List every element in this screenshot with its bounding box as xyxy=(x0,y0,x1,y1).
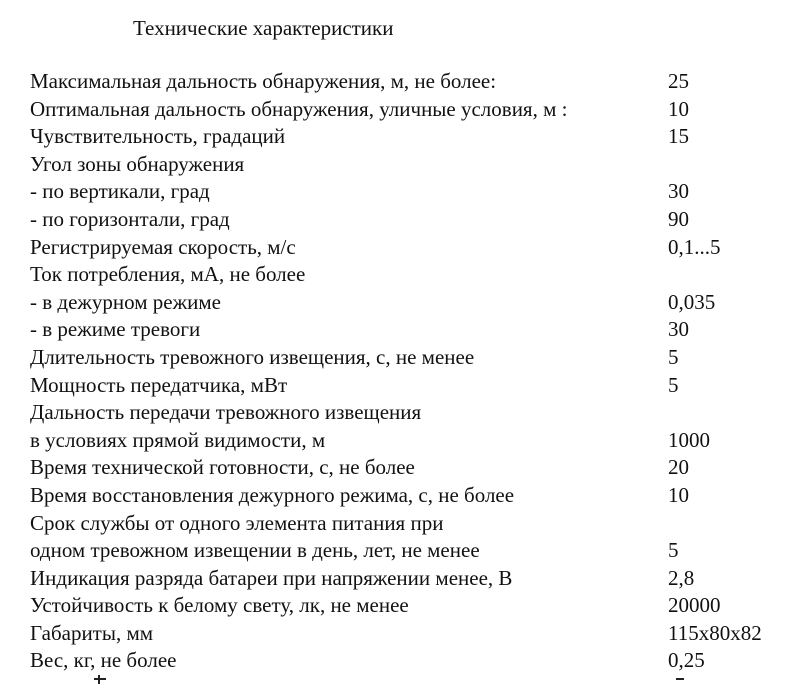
spec-row xyxy=(30,178,797,206)
spec-label: Оптимальная дальность обнаружения, уличные условия, м : xyxy=(30,96,568,121)
spec-row xyxy=(30,482,797,510)
spec-row xyxy=(30,454,797,482)
clipped-next-line xyxy=(30,672,797,684)
spec-label: - в дежурном режиме xyxy=(30,289,221,314)
spec-label: - в режиме тревоги xyxy=(30,317,201,342)
spec-value: 30 xyxy=(668,179,689,204)
spec-row xyxy=(30,261,797,289)
spec-label: Регистрируемая скорость, м/с xyxy=(30,234,296,259)
spec-label: Угол зоны обнаружения xyxy=(30,151,245,176)
spec-row xyxy=(30,399,797,427)
spec-row xyxy=(30,316,797,344)
spec-value: 5 xyxy=(668,344,679,369)
document-title: Технические характеристики xyxy=(133,16,394,40)
spec-label: Длительность тревожного извещения, с, не менее xyxy=(30,344,475,369)
spec-label: Мощность передатчика, мВт xyxy=(30,372,288,397)
spec-row xyxy=(30,565,797,593)
spec-label: Время восстановления дежурного режима, с, не более xyxy=(30,482,515,507)
spec-value: 90 xyxy=(668,206,689,231)
spec-value: 10 xyxy=(668,96,689,121)
spec-value: 25 xyxy=(668,69,689,93)
specifications-list xyxy=(30,68,797,675)
spec-value: 115x80x82 xyxy=(668,620,762,645)
spec-row xyxy=(30,206,797,234)
spec-label: в условиях прямой видимости, м xyxy=(30,427,326,452)
spec-value: 20000 xyxy=(668,593,721,618)
spec-value: 5 xyxy=(668,538,679,563)
spec-value: 10 xyxy=(668,482,689,507)
spec-label: Дальность передачи тревожного извещения xyxy=(30,400,422,425)
spec-label: - по горизонтали, град xyxy=(30,206,230,231)
spec-row xyxy=(30,537,797,565)
spec-row xyxy=(30,123,797,151)
spec-label: Срок службы от одного элемента питания при xyxy=(30,510,444,535)
spec-value: 2,8 xyxy=(668,565,695,590)
spec-label: Ток потребления, мА, не более xyxy=(30,262,306,287)
spec-value: 0,035 xyxy=(668,289,716,314)
spec-value: 15 xyxy=(668,124,689,149)
spec-row xyxy=(30,151,797,179)
spec-label: одном тревожном извещении в день, лет, не менее xyxy=(30,538,480,563)
spec-label: Вес, кг, не более xyxy=(30,648,177,673)
spec-value: 30 xyxy=(668,317,689,342)
spec-row xyxy=(30,372,797,400)
spec-row xyxy=(30,592,797,620)
spec-value: 0,1...5 xyxy=(668,234,721,259)
spec-row xyxy=(30,96,797,124)
spec-value: 5 xyxy=(668,372,679,397)
spec-label: - по вертикали, град xyxy=(30,179,210,204)
spec-label: Габариты, мм xyxy=(30,620,154,645)
spec-label: Индикация разряда батареи при напряжении менее, В xyxy=(30,565,513,590)
spec-row xyxy=(30,234,797,262)
spec-label: Устойчивость к белому свету, лк, не менее xyxy=(30,593,409,618)
spec-row xyxy=(30,427,797,455)
spec-row xyxy=(30,510,797,538)
spec-label: Время технической готовности, с, не более xyxy=(30,455,415,480)
spec-label: Чувствительность, градаций xyxy=(30,124,286,149)
spec-row xyxy=(30,68,797,96)
spec-row xyxy=(30,289,797,317)
spec-value: 20 xyxy=(668,455,689,480)
spec-value: 1000 xyxy=(668,427,710,452)
spec-row xyxy=(30,620,797,648)
spec-value: 0,25 xyxy=(668,648,705,673)
spec-row xyxy=(30,647,797,675)
spec-row xyxy=(30,344,797,372)
spec-label: Максимальная дальность обнаружения, м, не более: xyxy=(30,69,497,93)
